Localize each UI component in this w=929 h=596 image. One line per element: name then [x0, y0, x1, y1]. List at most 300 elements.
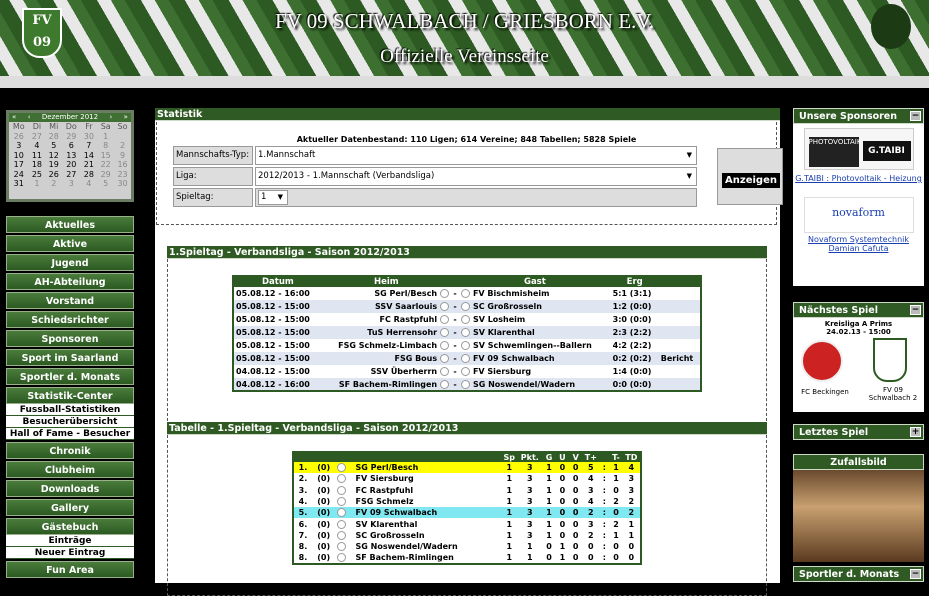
standing-played: 1 — [506, 474, 513, 484]
standing-goal-diff: 1 — [628, 530, 635, 540]
standing-played: 1 — [506, 542, 513, 552]
standing-won: 1 — [542, 462, 555, 473]
liga-select[interactable] — [255, 167, 697, 186]
game-report-link[interactable] — [659, 326, 701, 339]
left-sidebar — [6, 110, 134, 580]
standing-team-name[interactable]: FSG Schmelz — [355, 497, 414, 507]
cal-day[interactable]: 5 — [51, 141, 57, 151]
standing-prev-rank: (0) — [317, 485, 331, 495]
site-title: FV 09 SCHWALBACH / GRIESBORN E.V. — [274, 9, 655, 33]
standing-lost: 0 — [572, 474, 579, 484]
standing-goals-for: 5 — [582, 462, 599, 473]
cal-day[interactable]: 3 — [68, 179, 74, 189]
standings-header — [354, 452, 502, 462]
standing-goal-diff: 3 — [628, 485, 635, 495]
standing-goals-against: 0 — [609, 507, 622, 518]
tabelle-box — [167, 435, 767, 596]
game-away — [459, 378, 610, 391]
game-report-link[interactable] — [659, 313, 701, 326]
standing-team-name[interactable]: FV Siersburg — [355, 474, 414, 484]
standing-goal-diff: 4 — [623, 462, 641, 473]
cal-day[interactable]: 26 — [48, 169, 59, 179]
game-home — [322, 326, 451, 339]
anzeigen-cell — [717, 148, 783, 205]
nav-schiedsrichter[interactable]: Schiedsrichter — [6, 311, 134, 328]
vs-separator: - — [453, 341, 457, 350]
cal-day[interactable]: 4 — [34, 141, 40, 151]
zufallsbild[interactable] — [793, 470, 924, 562]
standing-prev-rank: (0) — [317, 542, 331, 552]
game-report-link[interactable]: Bericht — [659, 352, 701, 365]
score-colon: : — [602, 519, 606, 529]
vs-separator: - — [453, 367, 457, 376]
home-team[interactable]: SSV Saarlouis — [375, 302, 438, 311]
score-colon: : — [602, 485, 606, 495]
home-team[interactable]: SG Perl/Besch — [374, 289, 438, 298]
cal-day-header: Di — [32, 122, 42, 132]
cal-day[interactable]: 28 — [48, 131, 59, 141]
standing-goals-against: 0 — [613, 542, 619, 552]
game-report-link[interactable] — [659, 378, 701, 391]
game-result: 0:0 (0:0) — [611, 378, 659, 391]
nav-sport-saarland[interactable]: Sport im Saarland — [6, 349, 134, 366]
typ-value: 1.Mannschaft — [258, 150, 316, 160]
standing-team-name[interactable]: SG Perl/Besch — [354, 462, 502, 473]
standing-rank: 8. — [298, 553, 308, 563]
table-row — [293, 541, 641, 552]
cal-day[interactable]: 28 — [83, 169, 94, 179]
vs-separator: - — [451, 352, 459, 365]
cal-day[interactable]: 5 — [103, 179, 109, 189]
standing-points: 3 — [527, 474, 533, 484]
standing-played: 1 — [506, 485, 513, 495]
sponsor1-banner[interactable] — [804, 128, 914, 170]
cal-day[interactable]: 3 — [16, 141, 22, 151]
standing-rank: 2. — [298, 474, 308, 484]
spiel-datum: 24.02.13 - 15:00 — [826, 328, 891, 336]
table-row — [293, 473, 641, 484]
standing-goals-for: 0 — [588, 553, 594, 563]
subnav-eintraege[interactable]: Einträge — [6, 535, 134, 547]
game-away — [459, 352, 610, 365]
logo-text: FV 09 — [32, 13, 52, 50]
club-crest-icon — [461, 341, 470, 350]
club-crest-icon — [335, 541, 353, 552]
sponsoren-title: Unsere Sponsoren — [799, 111, 898, 122]
standing-won: 1 — [542, 507, 555, 518]
club-crest-icon — [440, 328, 449, 337]
standing-points: 1 — [527, 553, 533, 563]
header-banner — [0, 0, 929, 88]
nav-downloads[interactable]: Downloads — [6, 480, 134, 497]
standing-team-name[interactable]: SF Bachem-Rimlingen — [355, 553, 454, 563]
standing-rank: 8. — [298, 542, 308, 552]
standings-header: V — [569, 452, 582, 462]
cal-day[interactable]: 6 — [68, 141, 74, 151]
standing-rank: 6. — [298, 519, 308, 529]
home-team[interactable]: FSG Schmelz-Limbach — [338, 341, 438, 350]
standing-played: 1 — [501, 462, 517, 473]
cal-day[interactable]: 15 — [100, 150, 111, 160]
standings-header: TD — [623, 452, 641, 462]
nav-clubheim[interactable]: Clubheim — [6, 461, 134, 478]
cal-day[interactable]: 12 — [48, 150, 59, 160]
cal-day[interactable]: 13 — [66, 150, 77, 160]
table-row — [233, 326, 701, 339]
standing-goal-diff: 0 — [628, 553, 635, 563]
away-team[interactable]: SC Großrosseln — [472, 302, 542, 311]
standing-prev-rank: (0) — [317, 474, 331, 484]
club-crest-icon — [440, 315, 449, 324]
game-home — [322, 378, 451, 391]
standing-goals-for: 4 — [588, 474, 594, 484]
nav-jugend[interactable]: Jugend — [6, 254, 134, 271]
cal-day[interactable]: 18 — [31, 160, 42, 170]
game-date: 05.08.12 - 15:00 — [233, 300, 322, 313]
standing-lost: 0 — [572, 497, 579, 507]
standing-team-name[interactable]: SG Noswendel/Wadern — [355, 542, 458, 552]
vs-separator: - — [453, 315, 457, 324]
standing-prev-rank: (0) — [317, 553, 331, 563]
game-date: 04.08.12 - 15:00 — [236, 367, 310, 376]
standing-goals-against: 1 — [613, 530, 619, 540]
cal-prev-month[interactable]: ‹ — [27, 113, 31, 121]
standing-points: 1 — [527, 542, 533, 552]
cal-day[interactable]: 14 — [83, 150, 94, 160]
cal-day[interactable]: 1 — [103, 131, 109, 141]
game-home — [322, 352, 451, 365]
club-crest-icon — [335, 518, 353, 529]
game-away — [459, 300, 610, 313]
standing-points: 3 — [527, 497, 533, 507]
standing-rank: 3. — [298, 485, 308, 495]
standing-points: 3 — [527, 519, 533, 529]
game-home — [322, 339, 451, 352]
standings-header: T- — [609, 452, 622, 462]
away-team[interactable]: FV 09 Schwalbach — [472, 354, 555, 363]
game-result: 3:0 (0:0) — [612, 315, 652, 324]
cal-day[interactable]: 20 — [66, 160, 77, 170]
table-row — [233, 300, 701, 313]
cal-month: Dezember 2012 — [41, 113, 99, 121]
standings-header — [599, 452, 609, 462]
table-row — [233, 313, 701, 326]
cal-day[interactable]: 30 — [117, 179, 128, 189]
chevron-down-icon: ▼ — [277, 193, 283, 201]
collapse-icon[interactable]: − — [911, 305, 920, 315]
cal-day[interactable]: 29 — [100, 169, 111, 179]
standing-lost: 0 — [569, 462, 582, 473]
club-crest-icon — [461, 328, 470, 337]
cal-day[interactable]: 23 — [117, 169, 128, 179]
game-result: 0:2 (0:2) — [611, 352, 659, 365]
calendar-header — [9, 113, 131, 122]
cal-day[interactable]: 16 — [117, 160, 128, 170]
standing-lost: 0 — [569, 507, 582, 518]
standing-goals-against: 1 — [613, 474, 619, 484]
game-result: 2:3 (2:2) — [611, 326, 659, 339]
spiel-liga: Kreisliga A Prims — [824, 320, 893, 328]
club-crest-icon — [335, 473, 353, 484]
cal-day[interactable]: 31 — [13, 179, 24, 189]
standing-won: 0 — [546, 542, 552, 552]
standing-won: 1 — [546, 497, 552, 507]
club-crest-icon — [461, 354, 470, 363]
cal-day[interactable]: 26 — [13, 131, 24, 141]
standing-points: 3 — [527, 485, 533, 495]
table-row — [293, 496, 641, 507]
game-date: 05.08.12 - 16:00 — [236, 289, 310, 298]
cal-day[interactable]: 29 — [66, 131, 77, 141]
standing-goals-against: 2 — [613, 519, 619, 529]
cal-day[interactable]: 24 — [13, 169, 24, 179]
standing-team-name[interactable]: SC Großrosseln — [355, 530, 425, 540]
sponsor2-link[interactable]: Novaform Systemtechnik Damian Cafuta — [808, 235, 909, 253]
standing-won: 1 — [546, 485, 552, 495]
table-row — [233, 378, 701, 391]
main-nav — [6, 216, 134, 578]
home-team[interactable]: SSV Überherrn — [370, 367, 438, 376]
cal-day[interactable]: 27 — [31, 131, 42, 141]
standings-header — [312, 452, 336, 462]
cal-day[interactable]: 10 — [13, 150, 24, 160]
cal-day[interactable]: 2 — [51, 179, 57, 189]
typ-label: Mannschafts-Typ: — [173, 146, 253, 165]
standing-team-name[interactable]: SV Klarenthal — [355, 519, 418, 529]
score-colon: : — [599, 462, 609, 473]
gast-name: FV 09 Schwalbach 2 — [868, 386, 918, 402]
standing-drawn: 0 — [559, 519, 566, 529]
liga-value: 2012/2013 - 1.Mannschaft (Verbandsliga) — [258, 171, 435, 181]
collapse-icon[interactable]: − — [911, 111, 920, 121]
game-result: 5:1 (3:1) — [612, 289, 652, 298]
standing-goals-for: 2 — [582, 507, 599, 518]
standing-prev-rank: (0) — [317, 519, 331, 529]
game-home — [322, 300, 451, 313]
sponsor2-banner[interactable]: novaform — [804, 197, 914, 233]
club-crest-icon — [440, 289, 449, 298]
game-date: 05.08.12 - 15:00 — [233, 352, 322, 365]
spieltag-section — [167, 246, 767, 426]
standing-goal-diff: 1 — [628, 519, 635, 529]
club-crest-icon — [335, 530, 353, 541]
standing-goal-diff: 3 — [628, 474, 635, 484]
standing-rank: 5. — [293, 507, 312, 518]
standing-team-name[interactable]: FV 09 Schwalbach — [354, 507, 502, 518]
nav-sponsoren[interactable]: Sponsoren — [6, 330, 134, 347]
sponsor1-link[interactable]: G.TAIBI : Photovoltaik - Heizung — [795, 174, 922, 183]
games-table — [232, 275, 702, 392]
cal-day[interactable]: 8 — [103, 141, 109, 151]
standing-rank: 7. — [298, 530, 308, 540]
standing-drawn: 0 — [559, 497, 566, 507]
games-header: Erg — [611, 276, 659, 287]
nav-chronik[interactable]: Chronik — [6, 442, 134, 459]
cal-day[interactable]: 7 — [86, 141, 92, 151]
sponsor1-logo: G.TAIBI — [863, 141, 911, 161]
standing-played: 1 — [506, 519, 513, 529]
subnav-neuer-eintrag[interactable]: Neuer Eintrag — [6, 547, 134, 559]
away-team[interactable]: SV Losheim — [472, 315, 526, 324]
typ-select[interactable] — [255, 146, 697, 165]
nav-fun-area[interactable]: Fun Area — [6, 561, 134, 578]
games-header: Datum — [233, 276, 322, 287]
nav-gaestebuch[interactable]: Gästebuch — [6, 518, 134, 535]
cal-day[interactable]: 9 — [120, 150, 126, 160]
nav-sportler-monats[interactable]: Sportler d. Monats — [6, 368, 134, 385]
standing-goals-for: 0 — [588, 542, 594, 552]
nav-ah-abteilung[interactable]: AH-Abteilung — [6, 273, 134, 290]
nav-aktive[interactable]: Aktive — [6, 235, 134, 252]
table-row — [293, 530, 641, 541]
home-team[interactable]: TuS Herrensohr — [367, 328, 438, 337]
cal-day[interactable]: 1 — [34, 179, 40, 189]
calendar — [6, 110, 134, 202]
vs-separator: - — [451, 378, 459, 391]
tabelle-section — [167, 422, 767, 596]
cal-next-month[interactable]: › — [109, 113, 113, 121]
standing-won: 1 — [546, 474, 552, 484]
statistik-header: Statistik — [155, 108, 780, 121]
cal-day[interactable] — [114, 132, 131, 142]
standing-goals-against: 1 — [609, 462, 622, 473]
away-team[interactable]: SG Noswendel/Wadern — [472, 379, 576, 389]
sportler-title: Sportler d. Monats — [799, 569, 900, 580]
standing-drawn: 0 — [559, 530, 566, 540]
home-team[interactable]: FC Rastpfuhl — [379, 315, 438, 324]
standing-goal-diff: 0 — [628, 542, 635, 552]
sponsoren-header — [793, 108, 924, 124]
standing-team-name[interactable]: FC Rastpfuhl — [355, 485, 414, 495]
standings-table — [292, 451, 642, 565]
expand-icon[interactable]: + — [911, 427, 920, 437]
heim-logo — [801, 340, 843, 382]
nav-gallery[interactable]: Gallery — [6, 499, 134, 516]
cal-day[interactable]: 4 — [86, 179, 92, 189]
club-crest-icon — [440, 341, 449, 350]
letztes-title: Letztes Spiel — [799, 427, 869, 438]
cal-day[interactable]: 11 — [31, 150, 42, 160]
spieltag-value: 1 — [261, 192, 267, 202]
table-row — [293, 485, 641, 496]
away-team[interactable]: FV Siersburg — [472, 367, 532, 376]
cal-day-header: Mi — [49, 122, 59, 132]
standing-goals-against: 0 — [613, 553, 619, 563]
table-row — [293, 462, 641, 473]
game-result: 1:2 (0:0) — [611, 300, 659, 313]
games-header: Gast — [459, 276, 610, 287]
club-crest-icon — [461, 302, 470, 311]
nav-vorstand[interactable]: Vorstand — [6, 292, 134, 309]
score-colon: : — [602, 474, 606, 484]
calendar-grid — [9, 122, 131, 189]
subnav-hall-of-fame[interactable]: Hall of Fame - Besucher — [6, 428, 134, 440]
game-away — [459, 287, 610, 300]
games-header — [451, 276, 459, 287]
standing-drawn: 0 — [559, 474, 566, 484]
standing-goal-diff: 2 — [623, 507, 641, 518]
game-report-link[interactable] — [659, 287, 701, 300]
standings-header: T+ — [582, 452, 599, 462]
standings-header: G — [542, 452, 555, 462]
home-team[interactable]: SF Bachem-Rimlingen — [338, 379, 438, 389]
subnav-besucheruebersicht[interactable]: Besucherübersicht — [6, 416, 134, 428]
cal-day[interactable]: 27 — [66, 169, 77, 179]
standing-lost: 0 — [572, 485, 579, 495]
standing-drawn: 0 — [556, 462, 569, 473]
anzeigen-button[interactable]: Anzeigen — [722, 173, 780, 188]
game-away — [459, 313, 610, 326]
standings-header: Pkt. — [517, 452, 542, 462]
nav-statistik-center[interactable]: Statistik-Center — [6, 387, 134, 404]
club-crest-icon — [335, 552, 353, 563]
cal-day[interactable]: 22 — [100, 160, 111, 170]
game-date: 05.08.12 - 15:00 — [236, 341, 310, 350]
cal-day[interactable]: 2 — [120, 141, 126, 151]
cal-day-header: Mo — [12, 122, 25, 132]
games-header — [659, 276, 701, 287]
liga-label: Liga: — [173, 167, 253, 186]
game-result: 1:4 (0:0) — [612, 367, 652, 376]
standing-goal-diff: 2 — [628, 497, 635, 507]
naechstes-header — [793, 302, 924, 318]
game-report-link[interactable] — [659, 300, 701, 313]
score-colon: : — [602, 553, 606, 563]
cal-day[interactable]: 21 — [83, 160, 94, 170]
club-crest-icon — [461, 289, 470, 298]
home-team[interactable]: FSG Bous — [394, 354, 438, 363]
subnav-fussball-statistiken[interactable]: Fussball-Statistiken — [6, 404, 134, 416]
chevron-down-icon: ▼ — [686, 172, 692, 180]
standing-goals-for: 3 — [588, 485, 594, 495]
sponsoren-box — [793, 124, 924, 286]
away-team[interactable]: FV Bischmisheim — [472, 289, 550, 298]
cal-day[interactable]: 25 — [31, 169, 42, 179]
standings-header: U — [556, 452, 569, 462]
collapse-icon[interactable]: − — [911, 569, 920, 579]
away-team[interactable]: SV Klarenthal — [472, 328, 535, 337]
right-sidebar — [793, 108, 924, 582]
main-content — [155, 108, 780, 583]
cal-day[interactable]: 19 — [48, 160, 59, 170]
tabelle-title: Tabelle - 1.Spieltag - Verbandsliga - Saison 2012/2013 — [167, 422, 767, 435]
game-home — [322, 287, 451, 300]
cal-day-header: So — [117, 122, 128, 132]
standing-goals-against: 0 — [613, 485, 619, 495]
standing-lost: 0 — [572, 553, 579, 563]
standing-goals-against: 2 — [613, 497, 619, 507]
cal-prev-year[interactable]: « — [12, 113, 17, 121]
game-report-link[interactable] — [659, 365, 701, 378]
cal-day[interactable]: 17 — [13, 160, 24, 170]
vs-separator: - — [451, 326, 459, 339]
score-colon: : — [602, 497, 606, 507]
standing-drawn: 1 — [559, 553, 566, 563]
vs-separator: - — [451, 300, 459, 313]
away-team[interactable]: SV Schwemlingen--Ballern — [472, 341, 592, 350]
cal-day[interactable]: 30 — [83, 131, 94, 141]
table-row — [233, 365, 701, 378]
cal-next-year[interactable]: » — [123, 113, 128, 121]
spieltag-title: 1.Spieltag - Verbandsliga - Saison 2012/2013 — [167, 246, 767, 259]
standing-lost: 0 — [572, 530, 579, 540]
spieltag-select[interactable] — [258, 190, 288, 205]
game-report-link[interactable] — [659, 339, 701, 352]
standing-rank: 4. — [298, 497, 308, 507]
nav-aktuelles[interactable]: Aktuelles — [6, 216, 134, 233]
game-date: 04.08.12 - 16:00 — [233, 378, 322, 391]
table-row — [233, 287, 701, 300]
